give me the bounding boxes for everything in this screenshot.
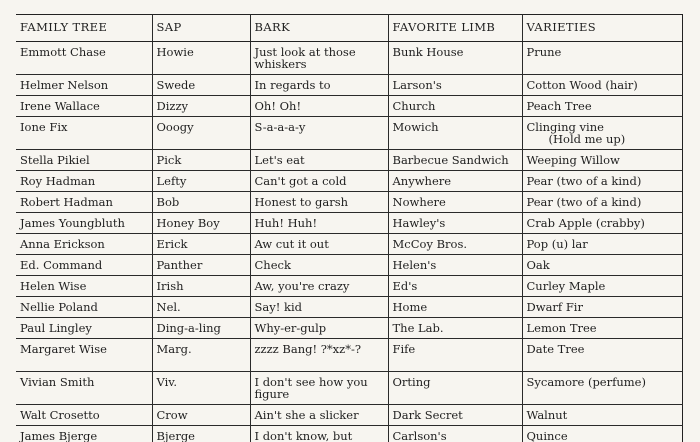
cell-varieties (522, 372, 682, 405)
cell-bark (250, 255, 388, 276)
cell-varieties (522, 171, 682, 192)
cell-bark (250, 372, 388, 405)
cell-bark (250, 405, 388, 426)
cell-sap (152, 297, 250, 318)
cell-favorite-limb-text: Orting (392, 375, 431, 389)
cell-sap (152, 42, 250, 75)
cell-favorite-limb-text: Bunk House (392, 45, 464, 59)
cell-family-tree-text: James Youngbluth (20, 216, 125, 230)
cell-sap-text: Bob (156, 195, 180, 209)
table-body (16, 42, 682, 442)
cell-favorite-limb (388, 117, 522, 150)
cell-sap (152, 213, 250, 234)
cell-bark-text: Say! kid (254, 300, 303, 314)
cell-favorite-limb-text: The Lab. (392, 321, 444, 335)
column-header-family-tree: FAMILY TREE (16, 15, 152, 42)
cell-varieties (522, 213, 682, 234)
cell-bark (250, 96, 388, 117)
cell-family-tree (16, 297, 152, 318)
cell-family-tree (16, 75, 152, 96)
cell-bark-text: In regards to (254, 78, 331, 92)
cell-varieties-text: Pop (u) lar (526, 237, 588, 251)
cell-varieties (522, 318, 682, 339)
cell-sap (152, 75, 250, 96)
cell-sap-text: Pick (156, 153, 182, 167)
table-row (16, 339, 682, 372)
cell-family-tree (16, 318, 152, 339)
cell-family-tree-text: Ione Fix (20, 120, 68, 134)
cell-sap-text: Panther (156, 258, 203, 272)
cell-sap-text: Lefty (156, 174, 187, 188)
cell-bark (250, 297, 388, 318)
cell-varieties-text: Cotton Wood (hair) (526, 78, 638, 92)
table-row (16, 213, 682, 234)
cell-favorite-limb (388, 171, 522, 192)
cell-favorite-limb-text: Anywhere (392, 174, 452, 188)
cell-bark-text: Aw, you're crazy (254, 279, 350, 293)
cell-sap-text: Swede (156, 78, 196, 92)
cell-family-tree-text: Stella Pikiel (20, 153, 90, 167)
cell-family-tree-text: Irene Wallace (20, 99, 100, 113)
cell-varieties-text: Prune (526, 45, 562, 59)
cell-bark (250, 276, 388, 297)
cell-varieties-text: Oak (526, 258, 550, 272)
cell-family-tree (16, 234, 152, 255)
cell-sap (152, 234, 250, 255)
cell-family-tree (16, 150, 152, 171)
cell-varieties (522, 150, 682, 171)
table-row (16, 234, 682, 255)
cell-bark-text: I don't know, but (254, 429, 353, 442)
cell-family-tree-text: Helen Wise (20, 279, 87, 293)
cell-family-tree-text: Nellie Poland (20, 300, 98, 314)
cell-favorite-limb-text: Fife (392, 342, 416, 356)
cell-bark (250, 213, 388, 234)
cell-favorite-limb-text: Helen's (392, 258, 437, 272)
table-row (16, 297, 682, 318)
column-header-sap: SAP (152, 15, 250, 42)
cell-family-tree-text: Helmer Nelson (20, 78, 109, 92)
cell-favorite-limb (388, 213, 522, 234)
column-header-varieties: VARIETIES (522, 15, 682, 42)
cell-sap (152, 339, 250, 372)
cell-sap (152, 96, 250, 117)
cell-sap (152, 117, 250, 150)
cell-sap (152, 192, 250, 213)
cell-favorite-limb (388, 339, 522, 372)
cell-sap (152, 171, 250, 192)
table-row (16, 117, 682, 150)
cell-family-tree-text: Margaret Wise (20, 342, 107, 356)
cell-varieties-text: Peach Tree (526, 99, 592, 113)
table-row (16, 255, 682, 276)
cell-favorite-limb-text: Carlson's (392, 429, 447, 442)
cell-family-tree-text: Ed. Command (20, 258, 103, 272)
cell-varieties (522, 192, 682, 213)
cell-favorite-limb-text: Ed's (392, 279, 418, 293)
table-row (16, 150, 682, 171)
cell-sap (152, 426, 250, 442)
cell-family-tree (16, 171, 152, 192)
cell-sap (152, 150, 250, 171)
cell-family-tree (16, 117, 152, 150)
cell-varieties (522, 405, 682, 426)
table-row (16, 405, 682, 426)
cell-favorite-limb-text: Larson's (392, 78, 442, 92)
cell-family-tree (16, 405, 152, 426)
cell-sap-text: Crow (156, 408, 188, 422)
cell-bark-text: I don't see how you figure (254, 375, 368, 401)
table-row (16, 276, 682, 297)
cell-family-tree-text: Paul Lingley (20, 321, 92, 335)
cell-family-tree-text: Robert Hadman (20, 195, 113, 209)
cell-bark (250, 234, 388, 255)
cell-favorite-limb-text: Nowhere (392, 195, 446, 209)
cell-family-tree-text: James Bjerge (20, 429, 98, 442)
cell-varieties (522, 297, 682, 318)
cell-family-tree (16, 276, 152, 297)
cell-sap-text: Marg. (156, 342, 192, 356)
cell-favorite-limb-text: Hawley's (392, 216, 446, 230)
cell-varieties (522, 426, 682, 442)
cell-bark-text: Just look at those whiskers (254, 45, 356, 71)
cell-favorite-limb (388, 75, 522, 96)
cell-bark-text: Why-er-gulp (254, 321, 327, 335)
cell-varieties-subtext: (Hold me up) (548, 132, 626, 146)
column-header-bark: BARK (250, 15, 388, 42)
cell-sap-text: Nel. (156, 300, 181, 314)
cell-bark (250, 171, 388, 192)
table-row (16, 372, 682, 405)
cell-family-tree (16, 213, 152, 234)
cell-bark-text: S-a-a-a-y (254, 120, 306, 134)
cell-family-tree-text: Vivian Smith (20, 375, 95, 389)
table-row (16, 96, 682, 117)
cell-sap-text: Dizzy (156, 99, 189, 113)
cell-bark-text: Aw cut it out (254, 237, 329, 251)
cell-bark-text: zzzz Bang! ?*xz*-? (254, 342, 362, 356)
table-row (16, 426, 682, 442)
cell-family-tree-text: Walt Crosetto (20, 408, 100, 422)
cell-varieties (522, 42, 682, 75)
cell-sap-text: Honey Boy (156, 216, 220, 230)
cell-family-tree-text: Anna Erickson (20, 237, 105, 251)
cell-sap-text: Bjerge (156, 429, 195, 442)
cell-favorite-limb (388, 150, 522, 171)
cell-varieties-text: Crab Apple (crabby) (526, 216, 645, 230)
cell-varieties (522, 234, 682, 255)
cell-varieties-text: Date Tree (526, 342, 585, 356)
cell-bark (250, 75, 388, 96)
cell-favorite-limb-text: Church (392, 99, 436, 113)
cell-sap-text: Erick (156, 237, 188, 251)
cell-favorite-limb (388, 234, 522, 255)
table-row (16, 42, 682, 75)
cell-sap (152, 372, 250, 405)
cell-varieties (522, 117, 682, 150)
cell-favorite-limb (388, 318, 522, 339)
cell-family-tree-text: Emmott Chase (20, 45, 106, 59)
cell-sap-text: Howie (156, 45, 194, 59)
cell-favorite-limb (388, 426, 522, 442)
cell-bark (250, 150, 388, 171)
cell-varieties-text: Walnut (526, 408, 568, 422)
cell-favorite-limb-text: McCoy Bros. (392, 237, 468, 251)
cell-varieties (522, 276, 682, 297)
cell-bark-text: Ain't she a slicker (254, 408, 359, 422)
cell-sap-text: Irish (156, 279, 184, 293)
table-row (16, 75, 682, 96)
cell-favorite-limb (388, 192, 522, 213)
cell-bark (250, 339, 388, 372)
cell-bark (250, 192, 388, 213)
cell-favorite-limb (388, 42, 522, 75)
cell-varieties-text: Quince (526, 429, 568, 442)
cell-family-tree-text: Roy Hadman (20, 174, 96, 188)
cell-family-tree (16, 42, 152, 75)
table-header-row (16, 15, 682, 42)
cell-sap-text: Viv. (156, 375, 178, 389)
cell-favorite-limb (388, 276, 522, 297)
cell-bark (250, 318, 388, 339)
cell-favorite-limb-text: Dark Secret (392, 408, 463, 422)
cell-family-tree (16, 426, 152, 442)
cell-bark-text: Honest to garsh (254, 195, 349, 209)
cell-varieties-text: Clinging vine (526, 120, 604, 134)
cell-sap (152, 276, 250, 297)
cell-bark-text: Huh! Huh! (254, 216, 318, 230)
cell-sap (152, 405, 250, 426)
cell-varieties-text: Curley Maple (526, 279, 606, 293)
cell-varieties (522, 96, 682, 117)
cell-bark (250, 42, 388, 75)
cell-family-tree (16, 339, 152, 372)
cell-bark-text: Can't got a cold (254, 174, 347, 188)
cell-varieties-text: Pear (two of a kind) (526, 174, 642, 188)
cell-varieties (522, 339, 682, 372)
cell-bark-text: Check (254, 258, 291, 272)
cell-sap (152, 255, 250, 276)
cell-varieties-text: Dwarf Fir (526, 300, 583, 314)
cell-favorite-limb-text: Barbecue Sandwich (392, 153, 509, 167)
cell-favorite-limb (388, 96, 522, 117)
cell-varieties-text: Pear (two of a kind) (526, 195, 642, 209)
family-tree-table (16, 14, 683, 442)
cell-favorite-limb (388, 297, 522, 318)
cell-varieties (522, 255, 682, 276)
cell-varieties (522, 75, 682, 96)
cell-bark (250, 117, 388, 150)
cell-bark-text: Oh! Oh! (254, 99, 302, 113)
cell-sap-text: Ding-a-ling (156, 321, 221, 335)
cell-favorite-limb (388, 372, 522, 405)
table-row (16, 171, 682, 192)
table-row (16, 318, 682, 339)
cell-family-tree (16, 192, 152, 213)
cell-family-tree (16, 255, 152, 276)
table-row (16, 192, 682, 213)
cell-sap-text: Ooogy (156, 120, 194, 134)
cell-family-tree (16, 372, 152, 405)
cell-bark-text: Let's eat (254, 153, 305, 167)
cell-varieties-text: Sycamore (perfume) (526, 375, 646, 389)
cell-favorite-limb (388, 405, 522, 426)
cell-sap (152, 318, 250, 339)
cell-favorite-limb-text: Mowich (392, 120, 439, 134)
column-header-favorite-limb: FAVORITE LIMB (388, 15, 522, 42)
cell-favorite-limb-text: Home (392, 300, 428, 314)
cell-varieties-text: Weeping Willow (526, 153, 620, 167)
cell-favorite-limb (388, 255, 522, 276)
cell-varieties-text: Lemon Tree (526, 321, 597, 335)
cell-bark (250, 426, 388, 442)
cell-family-tree (16, 96, 152, 117)
